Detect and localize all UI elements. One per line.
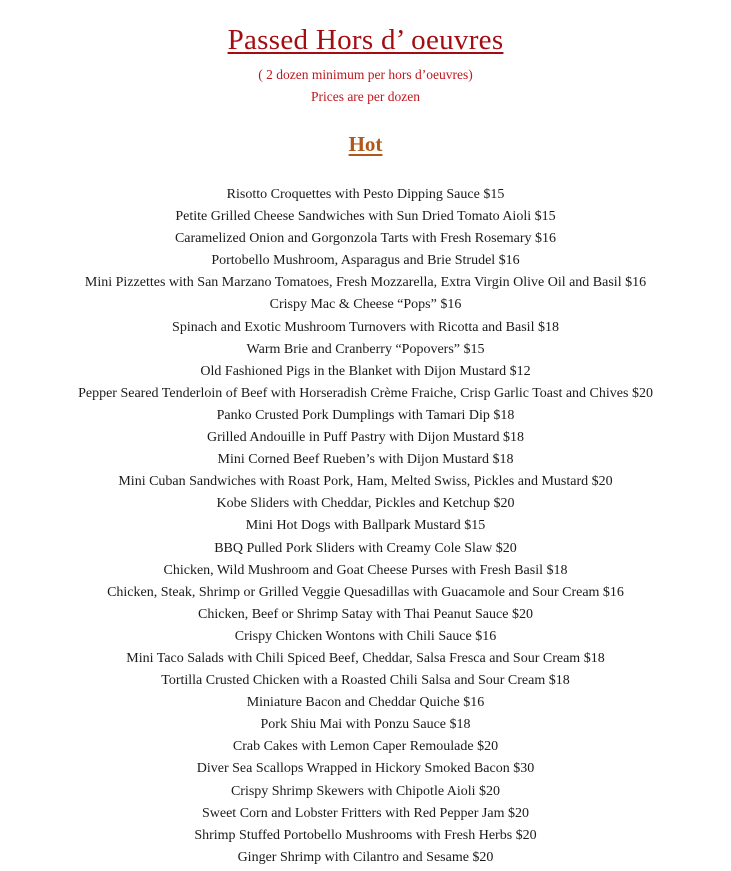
- menu-item: Warm Brie and Cranberry “Popovers” $15: [246, 341, 485, 357]
- menu-item: Caramelized Onion and Gorgonzola Tarts with Fresh Rosemary $16: [174, 231, 557, 247]
- menu-item: Panko Crusted Pork Dumplings with Tamari Dip $18: [216, 407, 515, 423]
- menu-item: Chicken, Beef or Shrimp Satay with Thai Peanut Sauce $20: [198, 606, 533, 622]
- menu-item: Sweet Corn and Lobster Fritters with Red Pepper Jam $20: [201, 805, 529, 821]
- menu-item: Mini Taco Salads with Chili Spiced Beef, Cheddar, Salsa Fresca and Sour Cream $18: [126, 650, 605, 666]
- menu-item: Chicken, Wild Mushroom and Goat Cheese Purses with Fresh Basil $18: [163, 562, 568, 578]
- menu-item: Crispy Mac & Cheese “Pops” $16: [269, 297, 462, 313]
- menu-item: Kobe Sliders with Cheddar, Pickles and Ketchup $20: [216, 496, 515, 512]
- menu-item: Pepper Seared Tenderloin of Beef with Horseradish Crème Fraiche, Crisp Garlic Toast and Chives $20: [78, 385, 653, 401]
- menu-item: Tortilla Crusted Chicken with a Roasted Chili Salsa and Sour Cream $18: [161, 673, 570, 689]
- menu-item: Risotto Croquettes with Pesto Dipping Sauce $15: [226, 187, 505, 202]
- menu-item: Portobello Mushroom, Asparagus and Brie Strudel $16: [211, 253, 520, 269]
- menu-item: Crispy Chicken Wontons with Chili Sauce $16: [234, 628, 497, 644]
- menu-item: Spinach and Exotic Mushroom Turnovers with Ricotta and Basil $18: [172, 319, 559, 335]
- menu-item: Mini Corned Beef Rueben’s with Dijon Mustard $18: [217, 452, 514, 468]
- menu-item: Miniature Bacon and Cheddar Quiche $16: [246, 695, 485, 711]
- menu-item: Pork Shiu Mai with Ponzu Sauce $18: [260, 717, 471, 733]
- menu-item: Crab Cakes with Lemon Caper Remoulade $20: [232, 739, 499, 755]
- menu-item: Mini Pizzettes with San Marzano Tomatoes, Fresh Mozzarella, Extra Virgin Olive Oil and Basil $16: [84, 275, 647, 291]
- price-note: Prices are per dozen: [310, 89, 421, 104]
- menu-item: Chicken, Steak, Shrimp or Grilled Veggie Quesadillas with Guacamole and Sour Cream $16: [107, 584, 624, 600]
- menu-item: Diver Sea Scallops Wrapped in Hickory Smoked Bacon $30: [196, 761, 535, 777]
- menu-item: Petite Grilled Cheese Sandwiches with Sun Dried Tomato Aioli $15: [175, 209, 556, 225]
- menu-item: BBQ Pulled Pork Sliders with Creamy Cole Slaw $20: [214, 540, 517, 556]
- menu-item: Mini Cuban Sandwiches with Roast Pork, Ham, Melted Swiss, Pickles and Mustard $20: [118, 474, 613, 490]
- menu-item: Mini Hot Dogs with Ballpark Mustard $15: [245, 518, 486, 534]
- menu-item: Shrimp Stuffed Portobello Mushrooms with Fresh Herbs $20: [194, 827, 537, 843]
- menu-item: Ginger Shrimp with Cilantro and Sesame $20: [237, 849, 494, 865]
- minimum-order-note: ( 2 dozen minimum per hors d’oeuvres): [258, 67, 473, 82]
- menu-item-list: [0, 184, 731, 869]
- menu-item: Crispy Shrimp Skewers with Chipotle Aioli $20: [230, 783, 501, 799]
- page-title: Passed Hors d’ oeuvres: [227, 24, 504, 56]
- menu-item: Old Fashioned Pigs in the Blanket with Dijon Mustard $12: [200, 363, 531, 379]
- section-title-hot: Hot: [348, 132, 383, 156]
- menu-item: Grilled Andouille in Puff Pastry with Dijon Mustard $18: [206, 430, 525, 446]
